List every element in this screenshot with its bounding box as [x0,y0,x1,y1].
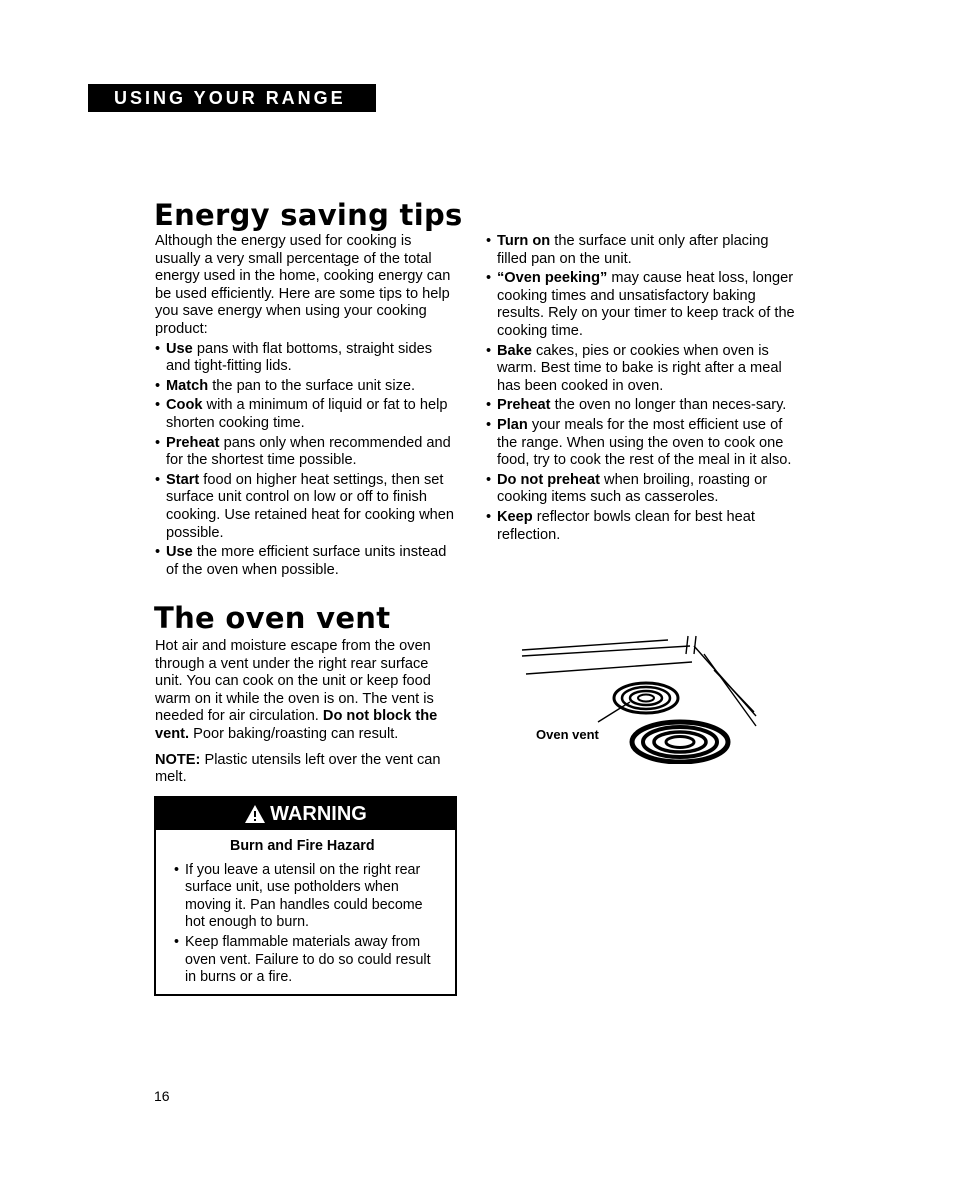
tip-item: • Match the pan to the surface unit size. [155,378,460,396]
energy-tips-heading: Energy saving tips [154,198,463,232]
tip-item: • Cook with a minimum of liquid or fat to help shorten cooking time. [155,397,460,432]
warning-item: • If you leave a utensil on the right rear surface unit, use potholders when moving it. Pan handles could become hot enough to burn. [174,862,443,932]
warning-item: • Keep flammable materials away from oven vent. Failure to do so could result in burns or a fire. [174,934,443,987]
tip-item: • Keep reflector bowls clean for best heat reflection. [486,509,796,544]
warning-list [174,862,443,987]
section-header: USING YOUR RANGE [88,84,376,112]
tip-item: • Use pans with flat bottoms, straight sides and tight-fitting lids. [155,341,460,376]
vent-note: NOTE: Plastic utensils left over the vent can melt. [155,751,441,786]
tip-item: • Preheat pans only when recommended and for the shortest time possible. [155,435,460,470]
oven-vent-text [155,638,460,789]
rear-burner-icon [614,683,678,713]
oven-vent-heading: The oven vent [154,601,391,635]
tip-item: • Bake cakes, pies or cookies when oven is warm. Best time to bake is right after a meal has been cooked in oven. [486,343,796,396]
vent-body: Hot air and moisture escape from the oven through a vent under the right rear surface unit. You can cook on the unit or keep food warm on it while the oven is on. The vent is needed for air circulation. Do not block the vent. Poor baking/roasting can result. [155,638,438,742]
warning-label: WARNING [270,802,367,825]
tip-item: • Do not preheat when broiling, roasting or cooking items such as casseroles. [486,472,796,507]
tip-item: • Plan your meals for the most efficient use of the range. When using the oven to cook one food, try to cook the rest of the meal in it also. [486,417,796,470]
right-tips-list [486,233,796,544]
oven-vent-label: Oven vent [536,727,599,742]
page-number: 16 [154,1088,170,1104]
oven-vent-illustration [520,632,760,764]
warning-header [156,798,455,830]
energy-intro: Although the energy used for cooking is usually a very small percentage of the total energy used in the home, cooking energy can be used efficiently. Here are some tips to help you save energy when using your cooking product: [155,233,451,337]
tip-item: • Preheat the oven no longer than neces-sary. [486,397,796,415]
front-burner-icon [632,722,728,762]
left-tips-list [155,341,460,580]
warning-subtitle: Burn and Fire Hazard [230,838,375,854]
energy-tips-right-column [486,233,796,546]
tip-item: • Turn on the surface unit only after placing filled pan on the unit. [486,233,796,268]
energy-tips-left-column [155,233,460,581]
tip-item: • Use the more efficient surface units instead of the oven when possible. [155,544,460,579]
warning-triangle-icon [244,804,266,824]
warning-box [154,796,457,996]
tip-item: • Start food on higher heat settings, then set surface unit control on low or off to finish cooking. Use retained heat for cooking when possible. [155,472,460,542]
tip-item: • “Oven peeking” may cause heat loss, longer cooking times and unsatisfactory baking results. Rely on your timer to keep track of the cooking time. [486,270,796,340]
